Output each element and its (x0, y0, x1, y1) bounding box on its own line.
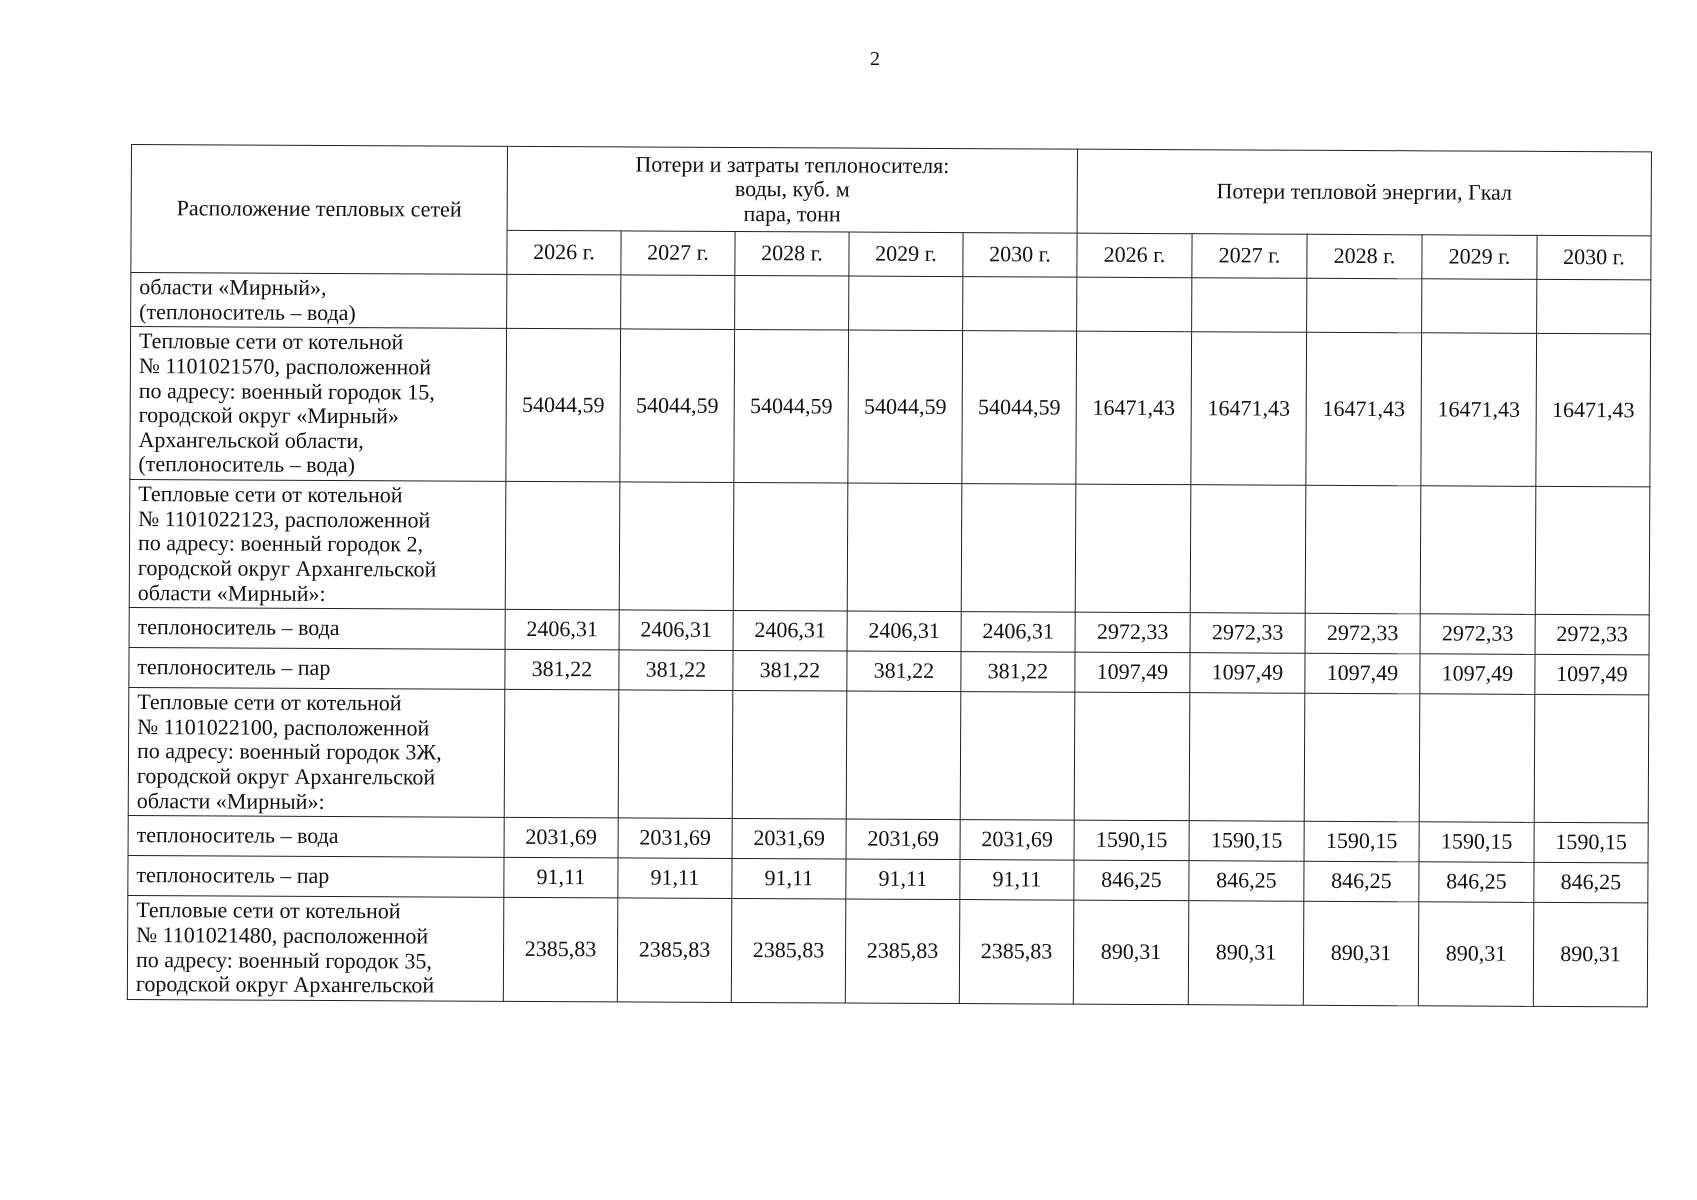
value-cell: 381,22 (961, 652, 1075, 693)
location-header: Расположение тепловых сетей (131, 145, 508, 275)
value-cell (1535, 486, 1650, 615)
value-cell (1419, 694, 1535, 823)
value-cell: 16471,43 (1306, 332, 1422, 485)
value-cell (846, 691, 961, 820)
value-cell: 54044,59 (962, 331, 1077, 484)
value-cell: 54044,59 (734, 330, 849, 483)
value-cell: 16471,43 (1536, 334, 1651, 487)
location-cell: теплоноситель – вода (128, 816, 504, 858)
value-cell: 846,25 (1534, 863, 1648, 904)
value-cell: 890,31 (1188, 901, 1304, 1005)
value-cell: 381,22 (505, 649, 619, 690)
value-cell (732, 691, 847, 820)
value-cell (505, 481, 620, 610)
value-cell (1304, 693, 1420, 822)
value-cell: 91,11 (504, 858, 618, 899)
table-row (128, 688, 1649, 824)
value-cell: 2406,31 (733, 611, 847, 652)
value-cell (619, 482, 734, 611)
year-header: 2026 г. (1077, 233, 1192, 278)
value-cell: 846,25 (1304, 861, 1419, 902)
value-cell: 2385,83 (731, 899, 846, 1003)
value-cell: 16471,43 (1076, 331, 1192, 484)
value-cell: 1097,49 (1305, 653, 1420, 694)
value-cell: 91,11 (960, 860, 1074, 901)
value-cell (504, 689, 619, 818)
value-cell (733, 482, 848, 611)
value-cell: 16471,43 (1421, 333, 1537, 486)
value-cell: 54044,59 (620, 329, 735, 482)
value-cell (1422, 279, 1537, 334)
value-cell: 2031,69 (960, 820, 1074, 861)
value-cell: 890,31 (1303, 901, 1419, 1005)
value-cell: 54044,59 (848, 330, 963, 483)
value-cell: 1590,15 (1419, 822, 1534, 863)
heat-network-losses-table-wrapper (127, 144, 1651, 1007)
value-cell (621, 275, 735, 330)
table-row (131, 273, 1651, 335)
value-cell (847, 483, 962, 612)
location-cell: Тепловые сети от котельной № 1101021570, расположенной по адресу: военный городок 15, городской округ «Мирный» Архангельской области, (теплоноситель – вода) (130, 327, 507, 482)
value-cell: 2406,31 (505, 609, 619, 650)
value-cell: 91,11 (618, 858, 732, 899)
value-cell: 2972,33 (1075, 612, 1190, 653)
value-cell (1305, 485, 1421, 614)
value-cell: 2972,33 (1420, 614, 1535, 655)
value-cell: 1590,15 (1304, 821, 1419, 862)
value-cell: 1590,15 (1534, 823, 1648, 864)
page-number: 2 (870, 48, 880, 70)
heat-energy-losses-header: Потери тепловой энергии, Гкал (1077, 149, 1651, 236)
value-cell: 2031,69 (846, 819, 960, 860)
value-cell (507, 274, 621, 329)
value-cell (1075, 484, 1191, 613)
value-cell (1189, 693, 1305, 822)
value-cell (849, 276, 963, 331)
value-cell: 16471,43 (1191, 332, 1307, 485)
location-cell: теплоноситель – пар (129, 648, 505, 690)
year-header: 2026 г. (507, 230, 621, 275)
value-cell (1420, 486, 1536, 615)
value-cell: 1097,49 (1190, 653, 1305, 694)
table-row (127, 896, 1648, 1007)
value-cell (1537, 279, 1651, 334)
value-cell: 846,25 (1189, 861, 1304, 902)
header-row-top (131, 145, 1651, 236)
value-cell (1077, 277, 1192, 332)
value-cell: 2385,83 (959, 900, 1074, 1004)
location-cell: Тепловые сети от котельной № 1101022100, расположенной по адресу: военный городок 3Ж, городской округ Архангельской области «Мирный»: (128, 688, 505, 818)
coolant-losses-header: Потери и затраты теплоносителя: воды, куб. м пара, тонн (507, 146, 1077, 233)
value-cell (961, 484, 1076, 613)
value-cell: 846,25 (1074, 860, 1189, 901)
value-cell: 2972,33 (1190, 613, 1305, 654)
value-cell (1074, 692, 1190, 821)
value-cell (1192, 278, 1307, 333)
value-cell: 54044,59 (506, 329, 621, 482)
value-cell: 2406,31 (961, 612, 1075, 653)
location-cell: теплоноситель – пар (128, 856, 504, 898)
table-row (129, 479, 1650, 615)
value-cell (1307, 278, 1422, 333)
year-header: 2030 г. (1537, 235, 1651, 280)
value-cell: 1590,15 (1074, 820, 1189, 861)
value-cell: 1590,15 (1189, 821, 1304, 862)
location-cell: Тепловые сети от котельной № 1101021480, расположенной по адресу: военный городок 35, городской округ Архангельской (127, 896, 504, 1001)
value-cell: 890,31 (1073, 900, 1189, 1004)
year-header: 2030 г. (963, 233, 1077, 278)
value-cell (735, 275, 849, 330)
value-cell: 381,22 (847, 651, 961, 692)
value-cell: 1097,49 (1535, 654, 1649, 695)
location-cell: теплоноситель – вода (129, 608, 505, 650)
year-header: 2027 г. (1192, 234, 1307, 279)
table-row (130, 327, 1651, 487)
value-cell: 2031,69 (504, 818, 618, 859)
value-cell: 2406,31 (847, 611, 961, 652)
value-cell (963, 277, 1077, 332)
year-header: 2028 г. (1307, 234, 1422, 279)
value-cell: 91,11 (732, 859, 846, 900)
heat-network-losses-table (127, 144, 1652, 1007)
value-cell: 1097,49 (1420, 654, 1535, 695)
value-cell: 2406,31 (619, 610, 733, 651)
value-cell: 2385,83 (503, 898, 618, 1002)
value-cell: 2972,33 (1535, 614, 1649, 655)
value-cell (1534, 694, 1649, 823)
year-header: 2029 г. (1422, 235, 1537, 280)
year-header: 2029 г. (849, 232, 963, 277)
value-cell: 91,11 (846, 859, 960, 900)
value-cell: 846,25 (1419, 862, 1534, 903)
value-cell: 381,22 (733, 651, 847, 692)
value-cell: 890,31 (1418, 902, 1534, 1006)
year-header: 2027 г. (621, 231, 735, 276)
value-cell (960, 692, 1075, 821)
value-cell: 2031,69 (618, 818, 732, 859)
location-cell: области «Мирный», (теплоноситель – вода) (131, 273, 507, 329)
value-cell: 2972,33 (1305, 613, 1420, 654)
year-header: 2028 г. (735, 231, 849, 276)
value-cell: 381,22 (619, 650, 733, 691)
value-cell (618, 690, 733, 819)
value-cell: 2385,83 (845, 899, 960, 1003)
value-cell (1190, 485, 1306, 614)
value-cell: 2385,83 (617, 898, 732, 1002)
value-cell: 2031,69 (732, 819, 846, 860)
value-cell: 890,31 (1533, 903, 1648, 1007)
value-cell: 1097,49 (1075, 652, 1190, 693)
location-cell: Тепловые сети от котельной № 1101022123, расположенной по адресу: военный городок 2, городской округ Архангельской области «Мирный»: (129, 479, 506, 609)
